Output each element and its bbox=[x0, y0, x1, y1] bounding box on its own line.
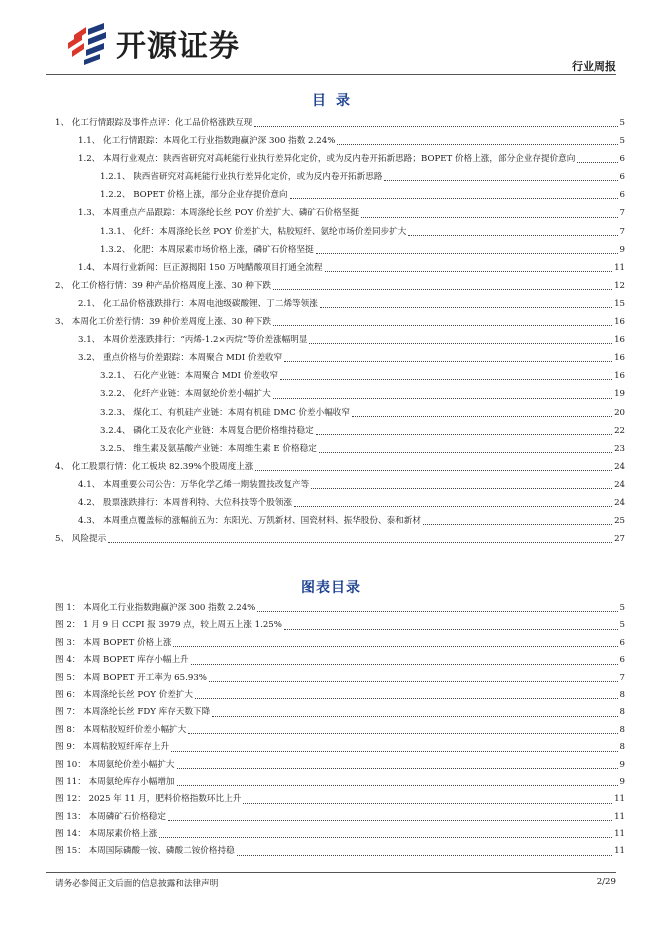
dot-leader bbox=[273, 325, 612, 326]
entry-page-number: 6 bbox=[619, 154, 625, 165]
entry-title: 1.4、 本周行业新闻：巨正源揭阳 150 万吨醋酸项目打通全流程 bbox=[78, 262, 323, 273]
dot-leader bbox=[171, 751, 617, 752]
dot-leader bbox=[243, 803, 612, 804]
entry-title: 3.2.4、 磷化工及农化产业链：本周复合肥价格维持稳定 bbox=[100, 425, 314, 436]
entry-title: 图 15： 本周国际磷酸一铵、磷酸二铵价格持稳 bbox=[55, 846, 235, 857]
entry-page-number: 6 bbox=[619, 655, 625, 666]
entry-title: 2.1、 化工品价格涨跌排行：本周电池级碳酸锂、丁二烯等领涨 bbox=[78, 298, 318, 309]
entry-page-number: 5 bbox=[619, 620, 625, 631]
toc-entry[interactable] bbox=[55, 295, 625, 313]
entry-title: 图 12： 2025 年 11 月，肥料价格指数环比上升 bbox=[55, 794, 242, 805]
dot-leader bbox=[173, 646, 617, 647]
toc-entry[interactable] bbox=[55, 223, 625, 241]
entry-title: 3.2.2、 化纤产业链：本周氨纶价差小幅扩大 bbox=[100, 389, 271, 400]
entry-page-number: 25 bbox=[614, 516, 625, 527]
kaiyuan-logo-icon bbox=[64, 21, 110, 65]
figure-list-title: 图表目录 bbox=[301, 580, 361, 596]
entry-page-number: 16 bbox=[614, 371, 625, 382]
entry-title: 图 14： 本周尿素价格上涨 bbox=[55, 829, 158, 840]
entry-title: 4.3、 本周重点覆盖标的涨幅前五为：东阳光、万凯新材、国瓷材料、振华股份、泰和新材 bbox=[78, 516, 421, 527]
entry-page-number: 7 bbox=[619, 672, 625, 683]
toc-entry[interactable] bbox=[55, 367, 625, 385]
dot-leader bbox=[195, 698, 618, 699]
dot-leader bbox=[280, 379, 612, 380]
entry-title: 图 4： 本周 BOPET 库存小幅上升 bbox=[55, 655, 189, 666]
dot-leader bbox=[273, 398, 612, 399]
entry-page-number: 5 bbox=[619, 118, 625, 128]
toc-entry[interactable] bbox=[55, 186, 625, 204]
entry-page-number: 16 bbox=[614, 317, 625, 328]
figure-entry[interactable] bbox=[55, 826, 625, 843]
dot-leader bbox=[316, 434, 612, 435]
entry-title: 3.2.1、 石化产业链：本周聚合 MDI 价差收窄 bbox=[100, 371, 279, 382]
entry-title: 4.2、 股票涨跌排行：本周普利特、大位科技等个股领涨 bbox=[78, 497, 293, 508]
entry-title: 图 6： 本周涤纶长丝 POY 价差扩大 bbox=[55, 689, 194, 700]
figure-entry[interactable] bbox=[55, 757, 625, 774]
report-type-label: 行业周报 bbox=[572, 60, 616, 73]
dot-leader bbox=[254, 126, 617, 127]
figure-entry[interactable] bbox=[55, 809, 625, 826]
dot-leader bbox=[237, 855, 612, 856]
toc-entry[interactable] bbox=[55, 458, 625, 476]
entry-page-number: 7 bbox=[619, 208, 625, 219]
entry-page-number: 9 bbox=[619, 759, 625, 770]
dot-leader bbox=[337, 144, 617, 145]
figure-entry[interactable] bbox=[55, 617, 625, 634]
toc-entry[interactable] bbox=[55, 385, 625, 403]
entry-title: 1.3.2、 化肥：本周尿素市场价格上涨，磷矿石价格坚挺 bbox=[100, 244, 314, 255]
header-divider bbox=[46, 74, 616, 75]
entry-page-number: 23 bbox=[614, 443, 625, 454]
toc-entry[interactable] bbox=[55, 404, 625, 422]
entry-page-number: 8 bbox=[619, 707, 625, 718]
entry-page-number: 11 bbox=[614, 262, 625, 273]
dot-leader bbox=[159, 837, 612, 838]
entry-page-number: 16 bbox=[614, 335, 625, 346]
dot-leader bbox=[257, 611, 617, 612]
entry-title: 图 8： 本周粘胶短纤价差小幅扩大 bbox=[55, 724, 187, 735]
toc-entry[interactable] bbox=[55, 530, 625, 548]
entry-title: 3、 本周化工价差行情：39 种价差周度上涨、30 种下跌 bbox=[55, 317, 272, 328]
dot-leader bbox=[320, 307, 612, 308]
dot-leader bbox=[284, 629, 618, 630]
entry-page-number: 11 bbox=[614, 811, 625, 822]
figure-entry[interactable] bbox=[55, 704, 625, 721]
dot-leader bbox=[177, 768, 618, 769]
dot-leader bbox=[212, 716, 617, 717]
toc-entry[interactable] bbox=[55, 313, 625, 331]
dot-leader bbox=[423, 524, 612, 525]
entry-title: 图 9： 本周粘胶短纤库存上升 bbox=[55, 742, 170, 753]
dot-leader bbox=[325, 271, 613, 272]
entry-title: 图 7： 本周涤纶长丝 FDY 库存天数下降 bbox=[55, 707, 211, 718]
entry-page-number: 5 bbox=[619, 136, 625, 147]
dot-leader bbox=[191, 664, 618, 665]
dot-leader bbox=[177, 785, 618, 786]
entry-title: 1.2.1、 陕西省研究对高耗能行业执行差异化定价，或为反内卷开拓新思路 bbox=[100, 172, 383, 183]
toc-entry[interactable] bbox=[55, 259, 625, 277]
entry-page-number: 19 bbox=[614, 389, 625, 400]
toc-title: 目录 bbox=[312, 93, 360, 109]
dot-leader bbox=[273, 289, 612, 290]
entry-page-number: 6 bbox=[619, 172, 625, 183]
entry-title: 1.3.1、 化纤：本周涤纶长丝 POY 价差扩大，粘胶短纤、氨纶市场价差同步扩大 bbox=[100, 226, 407, 237]
dot-leader bbox=[168, 820, 612, 821]
entry-page-number: 8 bbox=[619, 689, 625, 700]
toc-entry[interactable] bbox=[55, 440, 625, 458]
dot-leader bbox=[319, 452, 612, 453]
entry-title: 1、 化工行情跟踪及事件点评：化工品价格涨跌互现 bbox=[55, 118, 253, 128]
entry-title: 1.3、 本周重点产品跟踪：本周涤纶长丝 POY 价差扩大、磷矿石价格坚挺 bbox=[78, 208, 359, 219]
dot-leader bbox=[316, 253, 618, 254]
entry-page-number: 6 bbox=[619, 190, 625, 201]
dot-leader bbox=[188, 733, 617, 734]
entry-title: 图 2： 1 月 9 日 CCPI 报 3979 点，较上周五上涨 1.25% bbox=[55, 620, 282, 631]
page-number: 2/29 bbox=[596, 877, 616, 887]
toc-entry[interactable] bbox=[55, 132, 625, 150]
toc-entry[interactable] bbox=[55, 349, 625, 367]
dot-leader bbox=[284, 361, 612, 362]
entry-page-number: 15 bbox=[614, 298, 625, 309]
footer-divider bbox=[46, 872, 616, 873]
dot-leader bbox=[384, 180, 617, 181]
figure-entry[interactable] bbox=[55, 791, 625, 808]
figure-entry[interactable] bbox=[55, 739, 625, 756]
dot-leader bbox=[352, 416, 612, 417]
toc-entry[interactable] bbox=[55, 277, 625, 295]
entry-title: 3.2.5、 维生素及氨基酸产业链：本周维生素 E 价格稳定 bbox=[100, 443, 317, 454]
entry-page-number: 16 bbox=[614, 353, 625, 364]
footer-disclaimer: 请务必参阅正文后面的信息披露和法律声明 bbox=[55, 879, 219, 889]
entry-page-number: 11 bbox=[614, 829, 625, 840]
figure-entry[interactable] bbox=[55, 600, 625, 617]
dot-leader bbox=[408, 235, 617, 236]
figure-entry[interactable] bbox=[55, 722, 625, 739]
dot-leader bbox=[577, 162, 617, 163]
entry-title: 图 5： 本周 BOPET 开工率为 65.93% bbox=[55, 672, 207, 683]
entry-page-number: 12 bbox=[614, 280, 625, 291]
dot-leader bbox=[108, 542, 612, 543]
entry-page-number: 27 bbox=[614, 534, 625, 545]
brand-logo bbox=[64, 20, 240, 66]
entry-title: 1.2.2、 BOPET 价格上涨，部分企业存提价意向 bbox=[100, 190, 288, 201]
entry-title: 5、 风险提示 bbox=[55, 534, 107, 545]
logo-text: 开源证券 bbox=[116, 29, 240, 64]
toc-entry[interactable] bbox=[55, 241, 625, 259]
dot-leader bbox=[361, 217, 618, 218]
entry-title: 4.1、 本周重要公司公告：万华化学乙烯一期装置技改复产等 bbox=[78, 479, 310, 490]
page-header bbox=[0, 0, 662, 80]
entry-page-number: 22 bbox=[614, 425, 625, 436]
dot-leader bbox=[311, 488, 612, 489]
entry-page-number: 9 bbox=[619, 244, 625, 255]
entry-page-number: 6 bbox=[619, 637, 625, 648]
entry-page-number: 11 bbox=[614, 846, 625, 857]
figure-list bbox=[55, 600, 625, 861]
entry-title: 图 10： 本周氨纶价差小幅扩大 bbox=[55, 759, 175, 770]
entry-page-number: 9 bbox=[619, 776, 625, 787]
entry-title: 2、 化工价格行情：39 种产品价格周度上涨、30 种下跌 bbox=[55, 280, 272, 291]
entry-title: 3.2、 重点价格与价差跟踪：本周聚合 MDI 价差收窄 bbox=[78, 353, 283, 364]
toc-entry[interactable] bbox=[55, 512, 625, 530]
entry-page-number: 7 bbox=[619, 226, 625, 237]
toc-entry[interactable] bbox=[55, 476, 625, 494]
toc-entry[interactable] bbox=[55, 422, 625, 440]
entry-page-number: 8 bbox=[619, 742, 625, 753]
figure-entry[interactable] bbox=[55, 687, 625, 704]
entry-title: 图 11： 本周氨纶库存小幅增加 bbox=[55, 776, 175, 787]
entry-page-number: 24 bbox=[614, 497, 625, 508]
entry-title: 4、 化工股票行情：化工板块 82.39%个股周度上涨 bbox=[55, 461, 254, 472]
dot-leader bbox=[290, 198, 618, 199]
toc-entry[interactable] bbox=[55, 331, 625, 349]
entry-page-number: 20 bbox=[614, 407, 625, 418]
entry-title: 3.2.3、 煤化工、有机硅产业链：本周有机硅 DMC 价差小幅收窄 bbox=[100, 407, 350, 418]
entry-page-number: 24 bbox=[614, 479, 625, 490]
entry-title: 图 13： 本周磷矿石价格稳定 bbox=[55, 811, 166, 822]
entry-page-number: 11 bbox=[614, 794, 625, 805]
dot-leader bbox=[294, 506, 612, 507]
entry-title: 图 1： 本周化工行业指数跑赢沪深 300 指数 2.24% bbox=[55, 602, 256, 613]
figure-entry[interactable] bbox=[55, 670, 625, 687]
figure-entry[interactable] bbox=[55, 843, 625, 860]
figure-entry[interactable] bbox=[55, 635, 625, 652]
entry-title: 图 3： 本周 BOPET 价格上涨 bbox=[55, 637, 172, 648]
dot-leader bbox=[255, 470, 612, 471]
toc-entry[interactable] bbox=[55, 494, 625, 512]
toc-entry[interactable] bbox=[55, 168, 625, 186]
entry-page-number: 8 bbox=[619, 724, 625, 735]
table-of-contents bbox=[55, 114, 625, 548]
entry-page-number: 24 bbox=[614, 461, 625, 472]
entry-title: 3.1、 本周价差涨跌排行：“丙烯-1.2×丙烷”等价差涨幅明显 bbox=[78, 335, 308, 346]
dot-leader bbox=[209, 681, 618, 682]
figure-entry[interactable] bbox=[55, 774, 625, 791]
toc-entry[interactable] bbox=[55, 204, 625, 222]
dot-leader bbox=[309, 343, 612, 344]
entry-title: 1.2、 本周行业观点：陕西省研究对高耗能行业执行差异化定价，或为反内卷开拓新思路；BOPET 价格上涨，部分企业存提价意向 bbox=[78, 154, 576, 165]
entry-title: 1.1、 化工行情跟踪：本周化工行业指数跑赢沪深 300 指数 2.24% bbox=[78, 136, 336, 147]
toc-entry[interactable] bbox=[55, 114, 625, 132]
toc-entry[interactable] bbox=[55, 150, 625, 168]
figure-entry[interactable] bbox=[55, 652, 625, 669]
entry-page-number: 5 bbox=[619, 602, 625, 613]
